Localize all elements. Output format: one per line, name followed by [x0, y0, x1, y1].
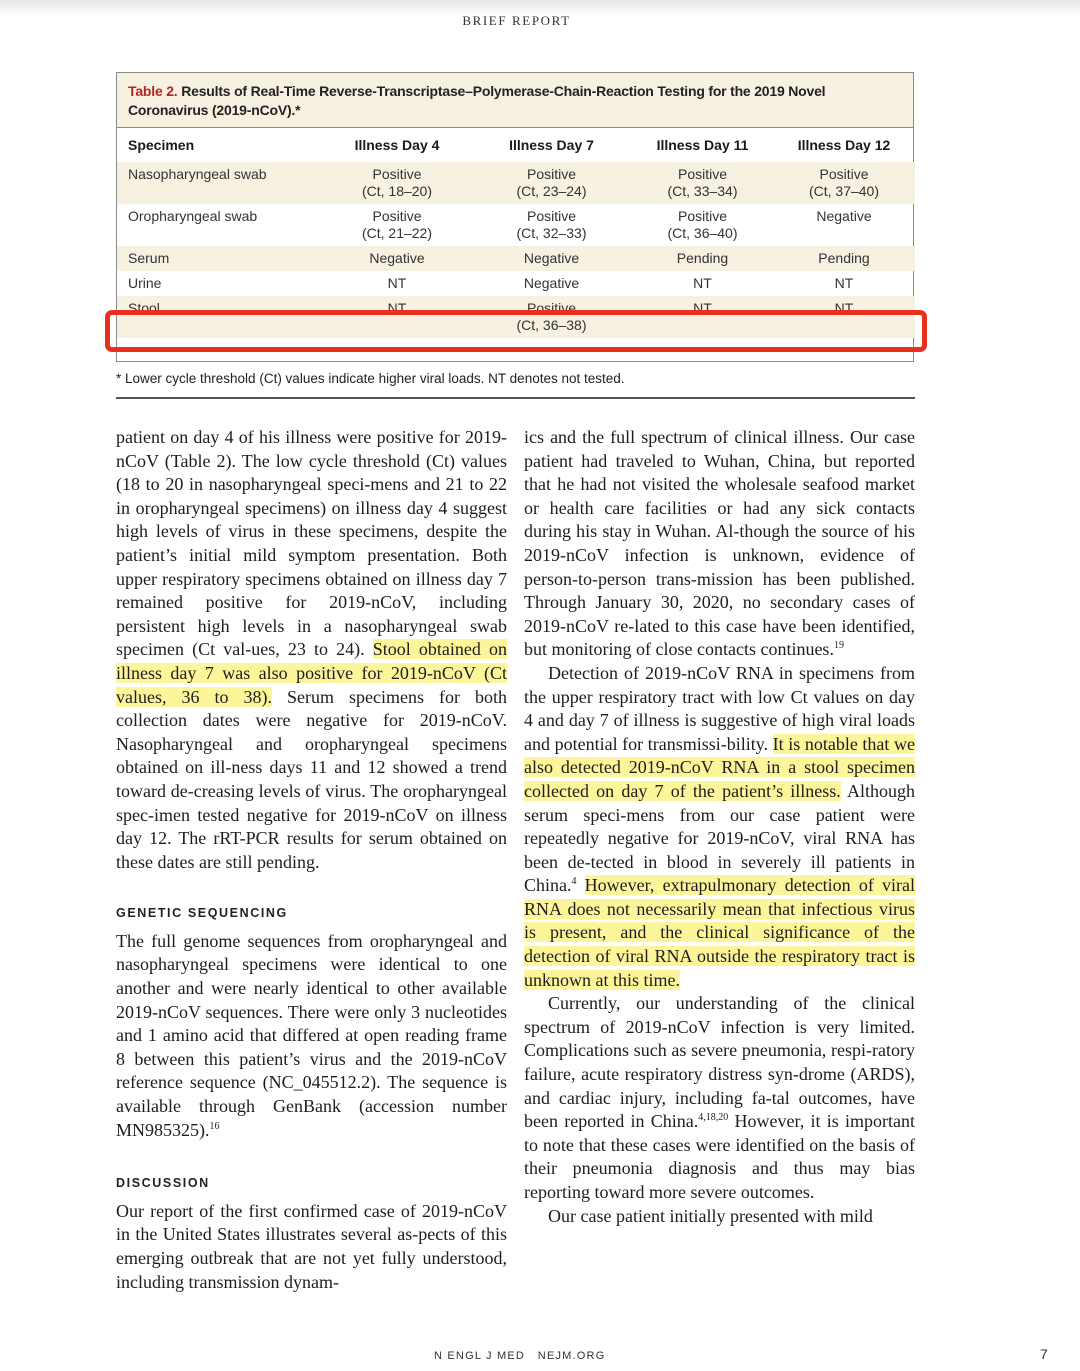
paragraph: Detection of 2019-nCoV RNA in specimens from the upper respiratory tract with low Ct values on day 4 and day 7 of illness is suggestive of high viral loads and potential for transmissi-bility. It is notable that we also detected 2019-nCoV RNA in a stool specimen collected on day 7 of the patient’s illness. Although serum speci-mens from our case patient were repeatedly negative for 2019-nCoV, viral RNA has been de-tected in blood in severely ill patients in China.$^4$ However, extrapulmonary detection of viral RNA does not necessarily mean that infectious virus is present, and the clinical significance of the detection of viral RNA outside the respiratory tract is unknown at this time.: [524, 662, 915, 990]
table-caption: [117, 73, 913, 128]
table-label: Table 2.: [128, 83, 178, 99]
result-cell: Negative: [523, 275, 580, 291]
result-cell: NT: [323, 296, 471, 338]
specimen-name: Stool: [117, 296, 323, 338]
result-cell: Positive (Ct, 36–38): [471, 296, 632, 338]
result-cell: Negative: [816, 208, 872, 224]
specimen-name: Urine: [128, 275, 162, 291]
result-cell: Negative: [471, 246, 632, 271]
table-row: [117, 271, 915, 296]
result-cell: Positive (Ct, 32–33): [516, 208, 587, 241]
paragraph: Currently, our understanding of the clinical spectrum of 2019-nCoV infection is very limited. Complications such as severe pneumonia, respi-ratory failure, acute respiratory distress syn-drome (ARDS), and cardiac injury, including fa-tal outcomes, have been reported in China.$^{4,18,20}$ However, it is important to note that these cases were identified on the basis of their pneumonia diagnosis and thus may bias reporting toward more severe outcomes.: [524, 993, 915, 1202]
table-title: Results of Real-Time Reverse-Transcriptase–Polymerase-Chain-Reaction Testing for the 2019 Novel Coronavirus (2019-nCoV).*: [128, 83, 826, 118]
result-cell: Positive (Ct, 37–40): [773, 162, 915, 204]
result-cell: NT: [693, 275, 712, 291]
header-day-4: Illness Day 4: [354, 137, 440, 153]
table-header-row: [117, 128, 915, 162]
result-cell: NT: [773, 296, 915, 338]
result-cell: Positive (Ct, 36–40): [667, 208, 738, 241]
paragraph: ics and the full spectrum of clinical illness. Our case patient had traveled to Wuhan, China, but reported that he had not visited the wholesale seafood market or health care facilities or had any sick contacts during his stay in Wuhan. Al-though the source of his 2019-nCoV infection is unknown, evidence of person-to-person trans-mission has been published. Through January 30, 2020, no secondary cases of 2019-nCoV re-lated to this case have been identified, but monitoring of close contacts continues.$^{19}$: [524, 427, 915, 660]
result-cell: Pending: [773, 246, 915, 271]
highlighted-text: Stool obtained on illness day 7 was also positive for 2019-nCoV (Ct values, 36 to 38).: [116, 639, 507, 707]
paragraph: The full genome sequences from oropharyngeal and nasopharyngeal specimens were identical to one another and were nearly identical to other available 2019-nCoV sequences. There were only 3 nucleotides and 1 amino acid that differed at open reading frame 8 between this patient’s virus and the 2019-nCoV reference sequence (NC_045512.2). The sequence is available through GenBank (accession number MN985325).$^{16}$: [116, 930, 507, 1140]
specimen-name: Nasopharyngeal swab: [117, 162, 323, 204]
header-day-7: Illness Day 7: [509, 137, 594, 153]
header-specimen: Specimen: [128, 137, 195, 153]
result-cell: Negative: [323, 246, 471, 271]
section-heading-genetic: GENETIC SEQUENCING: [116, 906, 288, 921]
page-footer: N ENGL J MED NEJM.ORG: [434, 1350, 606, 1362]
specimen-name: Serum: [117, 246, 323, 271]
page-number: 7: [1040, 1346, 1048, 1362]
divider: [116, 397, 915, 399]
running-head: BRIEF REPORT: [462, 13, 571, 28]
table-row: [117, 204, 915, 246]
result-cell: Positive (Ct, 21–22): [361, 208, 433, 241]
section-heading-discussion: DISCUSSION: [116, 1176, 210, 1191]
result-cell: Positive (Ct, 23–24): [471, 162, 632, 204]
highlighted-text: However, extrapulmonary detection of viral RNA does not necessarily mean that infectious virus is present, and the clinical significance of the detection of viral RNA outside the respiratory tract is unknown at this time.: [524, 875, 915, 990]
paragraph: patient on day 4 of his illness were positive for 2019-nCoV (Table 2). The low cycle threshold (Ct) values (18 to 20 in nasopharyngeal speci-mens and 21 to 22 in oropharyngeal specimens) on illness day 4 suggest high levels of virus in these specimens, despite the patient’s initial mild symptom presentation. Both upper respiratory specimens obtained on illness day 7 remained positive for 2019-nCoV, including persistent high levels in a nasopharyngeal swab specimen (Ct val-ues, 23 to 24). Stool obtained on illness day 7 was also positive for 2019-nCoV (Ct values, 36 to 38). Serum specimens for both collection dates were negative for 2019-nCoV. Nasopharyngeal and oropharyngeal specimens obtained on ill-ness days 11 and 12 showed a trend toward de-creasing levels of virus. The oropharyngeal spec-imen tested negative for 2019-nCoV on illness day 12. The rRT-PCR results for serum obtained on these dates are still pending.: [116, 427, 507, 872]
table-row: [117, 246, 915, 271]
result-cell: Pending: [632, 246, 773, 271]
result-cell: NT: [834, 275, 854, 291]
paragraph: Our case patient initially presented with mild: [548, 1205, 873, 1226]
result-cell: Positive (Ct, 33–34): [632, 162, 773, 204]
header-day-12: Illness Day 12: [797, 137, 891, 153]
table-footnote: * Lower cycle threshold (Ct) values indicate higher viral loads. NT denotes not tested.: [116, 371, 625, 386]
paragraph: Our report of the first confirmed case of 2019-nCoV in the United States illustrates several as-pects of this emerging outbreak that are not yet fully understood, including transmission dynam-: [116, 1200, 507, 1292]
table-row: [117, 162, 915, 204]
right-column: [524, 426, 915, 1228]
highlighted-text: It is notable that we also detected 2019-nCoV RNA in a stool specimen collected on day 7 of the patient’s illness.: [524, 733, 915, 801]
header-day-11: Illness Day 11: [656, 137, 749, 153]
result-cell: Positive (Ct, 18–20): [323, 162, 471, 204]
result-cell: NT: [632, 296, 773, 338]
result-cell: NT: [387, 275, 407, 291]
specimen-name: Oropharyngeal swab: [128, 208, 258, 224]
left-column: [116, 426, 507, 1294]
red-annotation-box: [105, 310, 927, 352]
table-grid: [117, 128, 915, 338]
